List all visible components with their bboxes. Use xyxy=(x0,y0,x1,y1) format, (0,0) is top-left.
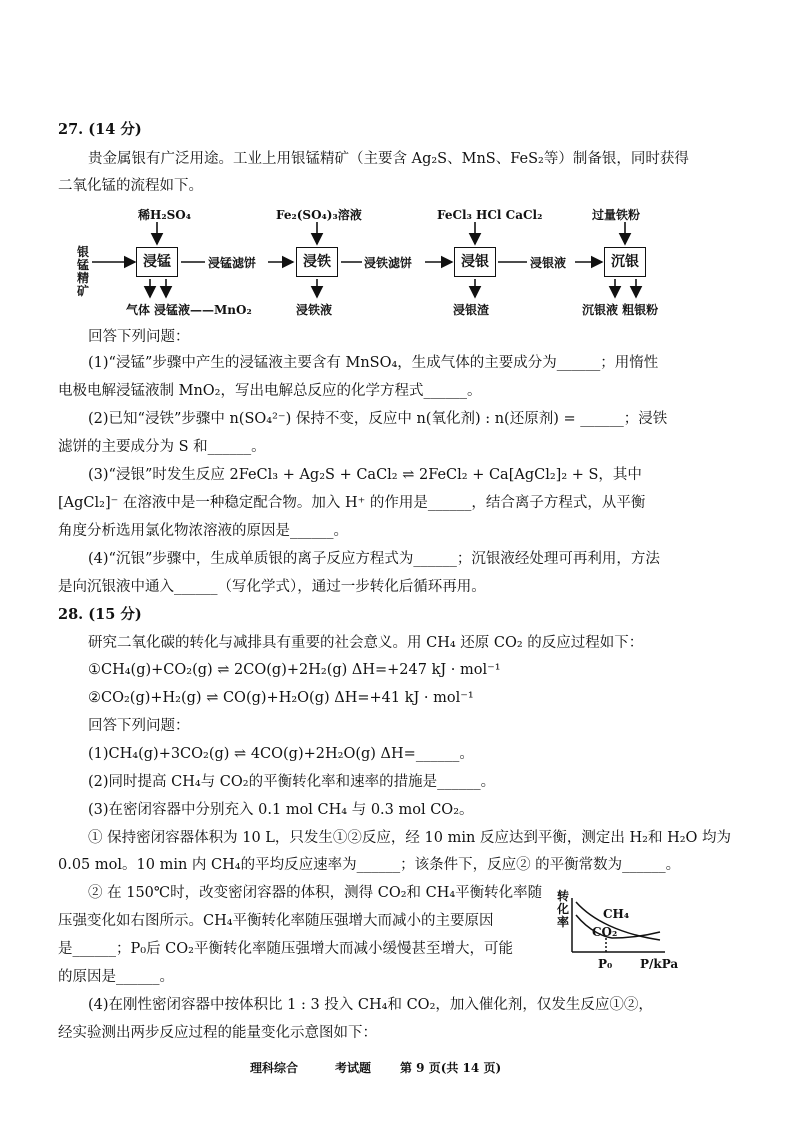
footer-subject: 理科综合 xyxy=(250,1061,299,1075)
curve-label-co2: CO₂ xyxy=(592,925,618,939)
output-final: 沉银液 粗银粉 xyxy=(582,303,659,317)
q28-part3-sub2-line4: 的原因是______。 xyxy=(58,969,174,985)
footer-exam: 考试题 xyxy=(335,1061,372,1075)
q27-part2-line2: 滤饼的主要成分为 S 和______。 xyxy=(58,439,266,455)
q27-heading: 27. (14 分) xyxy=(58,121,142,138)
q28-heading: 28. (15 分) xyxy=(58,606,142,623)
reagent-2: Fe₂(SO₄)₃溶液 xyxy=(276,208,362,222)
q28-part3-sub1-line1: ① 保持密闭容器体积为 10 L，只发生①②反应，经 10 min 反应达到平衡，测定出 H₂和 H₂O 均为 xyxy=(88,830,732,846)
q27-part3-line3: 角度分析选用氯化物浓溶液的原因是______。 xyxy=(58,523,348,539)
q27-part1-line2: 电极电解浸锰液制 MnO₂，写出电解总反应的化学方程式______。 xyxy=(58,383,482,399)
output-fe-liquor: 浸铁液 xyxy=(296,303,333,317)
graph-x-label: P/kPa xyxy=(640,957,679,971)
reagent-3: FeCl₃ HCl CaCl₂ xyxy=(437,208,543,222)
q28-reaction-1: ①CH₄(g)+CO₂(g) ⇌ 2CO(g)+2H₂(g) ΔH=+247 kJ · mol⁻¹ xyxy=(88,662,501,678)
q28-part3-sub2-line2: 压强变化如右图所示。CH₄平衡转化率随压强增大而减小的主要原因 xyxy=(58,913,494,929)
q28-intro: 研究二氧化碳的转化与减排具有重要的社会意义。用 CH₄ 还原 CO₂ 的反应过程如下： xyxy=(88,635,644,651)
footer-page-number: 第 9 页(共 14 页) xyxy=(400,1061,502,1075)
q27-part1-line1: (1)“浸锰”步骤中产生的浸锰液主要含有 MnSO₄，生成气体的主要成分为______；用惰性 xyxy=(88,355,659,371)
q27-intro-line2: 二氧化锰的流程如下。 xyxy=(58,178,203,194)
q27-part4-line2: 是向沉银液中通入______（写化学式），通过一步转化后循环再用。 xyxy=(58,579,486,595)
output-mn-liquor: 浸锰液——MnO₂ xyxy=(154,303,252,317)
step-box-3: 浸银 xyxy=(454,247,496,277)
q27-part2-line1: (2)已知“浸铁”步骤中 n(SO₄²⁻) 保持不变，反应中 n(氧化剂) : n(还原剂) = ______；浸铁 xyxy=(88,411,668,427)
q28-prompt: 回答下列问题： xyxy=(88,718,190,734)
step-box-1: 浸锰 xyxy=(136,247,178,277)
reagent-4: 过量铁粉 xyxy=(592,208,641,222)
output-gas: 气体 xyxy=(126,303,151,317)
q27-part3-line1: (3)“浸银”时发生反应 2FeCl₃ + Ag₂S + CaCl₂ ⇌ 2FeCl₂ + Ca[AgCl₂]₂ + S，其中 xyxy=(88,467,642,483)
q28-part1: (1)CH₄(g)+3CO₂(g) ⇌ 4CO(g)+2H₂O(g) ΔH=______。 xyxy=(88,746,474,762)
q28-part3-sub1-line2: 0.05 mol。10 min 内 CH₄的平均反应速率为______；该条件下，反应② 的平衡常数为______。 xyxy=(58,857,681,873)
curve-label-ch4: CH₄ xyxy=(603,907,630,921)
q28-part2: (2)同时提高 CH₄与 CO₂的平衡转化率和速率的措施是______。 xyxy=(88,774,496,790)
graph-p0-label: P₀ xyxy=(598,957,613,971)
graph-y-label: 转化率 xyxy=(556,889,569,929)
q27-part4-line1: (4)“沉银”步骤中，生成单质银的离子反应方程式为______；沉银液经处理可再利用，方法 xyxy=(88,551,660,567)
mid-product-1: 浸锰滤饼 xyxy=(208,256,257,270)
q28-part3: (3)在密闭容器中分别充入 0.1 mol CH₄ 与 0.3 mol CO₂。 xyxy=(88,802,474,818)
q27-prompt: 回答下列问题： xyxy=(88,329,190,345)
reagent-1: 稀H₂SO₄ xyxy=(138,208,191,222)
mid-product-2: 浸铁滤饼 xyxy=(364,256,413,270)
step-box-4: 沉银 xyxy=(604,247,646,277)
q28-part3-sub2-line1: ② 在 150℃时，改变密闭容器的体积，测得 CO₂和 CH₄平衡转化率随 xyxy=(88,885,543,901)
output-ag-residue: 浸银渣 xyxy=(453,303,490,317)
q27-intro-line1: 贵金属银有广泛用途。工业上用银锰精矿（主要含 Ag₂S、MnS、FeS₂等）制备银，同时获得 xyxy=(88,151,689,167)
mid-product-3: 浸银液 xyxy=(530,256,567,270)
q28-reaction-2: ②CO₂(g)+H₂(g) ⇌ CO(g)+H₂O(g) ΔH=+41 kJ · mol⁻¹ xyxy=(88,690,474,706)
q28-part4-line1: (4)在刚性密闭容器中按体积比 1 : 3 投入 CH₄和 CO₂，加入催化剂，仅发生反应①②， xyxy=(88,997,653,1013)
q27-part3-line2: [AgCl₂]⁻ 在溶液中是一种稳定配合物。加入 H⁺ 的作用是______，结合离子方程式，从平衡 xyxy=(58,495,646,511)
step-box-2: 浸铁 xyxy=(296,247,338,277)
q28-part3-sub2-line3: 是______；P₀后 CO₂平衡转化率随压强增大而减小缓慢甚至增大，可能 xyxy=(58,941,513,957)
q28-part4-line2: 经实验测出两步反应过程的能量变化示意图如下： xyxy=(58,1025,377,1041)
feed-material: 银锰精矿 xyxy=(76,245,89,298)
